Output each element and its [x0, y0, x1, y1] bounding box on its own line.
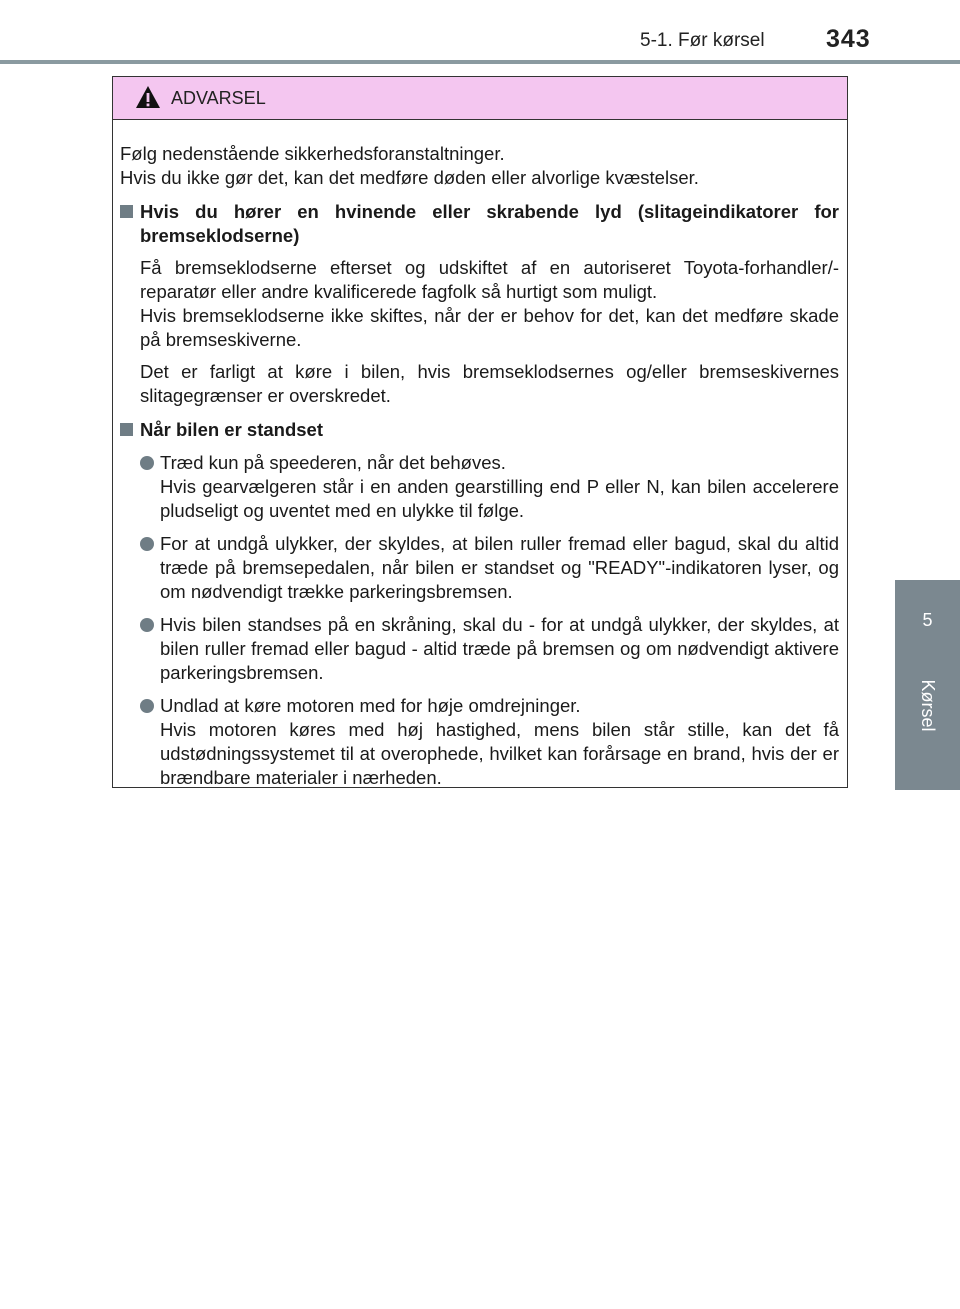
list-item-line: Træd kun på speederen, når det behøves. — [160, 452, 506, 473]
section-brake-noise — [120, 200, 839, 408]
warning-title: ADVARSEL — [171, 88, 266, 108]
list-item-line: For at undgå ulykker, der skyldes, at bilen ruller fremad eller bagud, skal du altid træde på bremsepedalen, når bilen er standset og "READY"-indikatoren lyser, og om nødvendigt trække parkeringsbremsen. — [160, 533, 839, 602]
section-heading-text: Hvis du hører en hvinende eller skrabende lyd (slitageindikatorer for bremseklodserne) — [140, 201, 839, 246]
section-title: 5-1. Før kørsel — [640, 30, 765, 51]
paragraph — [140, 360, 839, 408]
paragraph-line: Det er farligt at køre i bilen, hvis bremseklodsernes og/eller bremseskivernes slitagegrænser er overskredet. — [140, 361, 839, 406]
section-heading-text: Når bilen er standset — [140, 419, 324, 440]
list-item-line: Hvis bilen standses på en skråning, skal du - for at undgå ulykker, der skyldes, at bilen ruller fremad eller bagud - altid træde på bremsen og om nødvendigt aktivere parkeringsbremsen. — [160, 614, 839, 683]
intro-line: Hvis du ikke gør det, kan det medføre døden eller alvorlige kvæstelser. — [120, 167, 699, 188]
square-bullet-icon — [120, 423, 133, 436]
warning-header — [113, 77, 847, 120]
list-item-line: Hvis motoren køres med høj hastighed, mens bilen står stille, kan det få udstødningssystemet til at overophede, hvilket kan forårsage en brand, hvis der er brændbare materialer i nærheden. — [160, 719, 839, 788]
warning-box — [112, 76, 848, 788]
list-item-line: Undlad at køre motoren med for høje omdrejninger. — [160, 695, 581, 716]
paragraph-line: Hvis bremseklodserne ikke skiftes, når der er behov for det, kan det medføre skade på bremseskiverne. — [140, 305, 839, 350]
circle-bullet-icon — [140, 456, 154, 470]
warning-body — [113, 120, 847, 790]
chapter-label: Kørsel — [918, 679, 938, 732]
section-heading — [120, 200, 839, 248]
chapter-tab — [895, 580, 960, 790]
square-bullet-icon — [120, 205, 133, 218]
header-divider — [0, 60, 960, 64]
chapter-number: 5 — [922, 610, 933, 630]
list-item — [140, 613, 839, 685]
warning-intro — [120, 142, 839, 190]
intro-line: Følg nedenstående sikkerhedsforanstaltninger. — [120, 143, 505, 164]
paragraph-line: Få bremseklodserne efterset og udskiftet af en autoriseret Toyota-forhandler/-reparatør eller andre kvalificerede fagfolk så hurtigt som muligt. — [140, 257, 839, 302]
circle-bullet-icon — [140, 537, 154, 551]
circle-bullet-icon — [140, 699, 154, 713]
list-item — [140, 532, 839, 604]
circle-bullet-icon — [140, 618, 154, 632]
page-number: 343 — [826, 25, 871, 53]
paragraph — [140, 256, 839, 352]
list-item — [140, 694, 839, 790]
list-item-line: Hvis gearvælgeren står i en anden gearstilling end P eller N, kan bilen accelerere pludseligt og uventet med en ulykke til følge. — [160, 476, 839, 521]
section-heading — [120, 418, 839, 442]
section-vehicle-stopped — [120, 418, 839, 790]
list-item — [140, 451, 839, 523]
warning-triangle-icon — [135, 85, 161, 114]
